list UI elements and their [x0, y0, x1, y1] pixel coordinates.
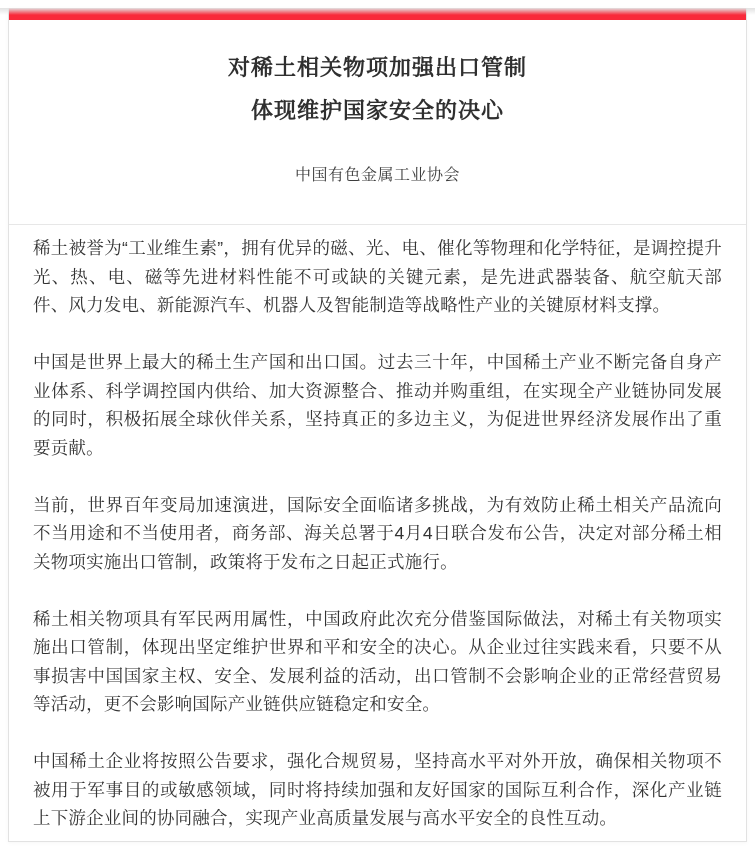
article-card [8, 8, 747, 842]
article-paragraph: 稀土被誉为“工业维生素”，拥有优异的磁、光、电、催化等物理和化学特征，是调控提升光、热、电、磁等先进材料性能不可或缺的关键元素，是先进武器装备、航空航天部件、风力发电、新能源汽车、机器人及智能制造等战略性产业的关键原材料支撑。 [33, 238, 722, 315]
article-paragraph: 稀土相关物项具有军民两用属性，中国政府此次充分借鉴国际做法，对稀土有关物项实施出口管制，体现出坚定维护世界和平和安全的决心。从企业过往实践来看，只要不从事损害中国国家主权、安全、发展利益的活动，出口管制不会影响企业的正常经营贸易等活动，更不会影响国际产业链供应链稳定和安全。 [33, 608, 722, 714]
article-paragraph: 中国是世界上最大的稀土生产国和出口国。过去三十年，中国稀土产业不断完备自身产业体系、科学调控国内供给、加大资源整合、推动并购重组，在实现全产业链协同发展的同时，积极拓展全球伙伴关系，坚持真正的多边主义，为促进世界经济发展作出了重要贡献。 [33, 352, 722, 458]
article-title-line1: 对稀土相关物项加强出口管制 [227, 55, 527, 80]
article-body [9, 225, 746, 841]
article-paragraph: 中国稀土企业将按照公告要求，强化合规贸易，坚持高水平对外开放，确保相关物项不被用于军事目的或敏感领域，同时将持续加强和友好国家的国际互利合作，深化产业链上下游企业间的协同融合，实现产业高质量发展与高水平安全的良性互动。 [33, 751, 722, 828]
article-title [9, 46, 746, 132]
article-byline: 中国有色金属工业协会 [294, 167, 460, 184]
article-title-line2: 体现维护国家安全的决心 [250, 98, 504, 123]
top-accent-bar [9, 8, 746, 20]
article-paragraph: 当前，世界百年变局加速演进，国际安全面临诸多挑战，为有效防止稀土相关产品流向不当用途和不当使用者，商务部、海关总署于4月4日联合发布公告，决定对部分稀土相关物项实施出口管制，政策将于发布之日起正式施行。 [33, 494, 722, 572]
